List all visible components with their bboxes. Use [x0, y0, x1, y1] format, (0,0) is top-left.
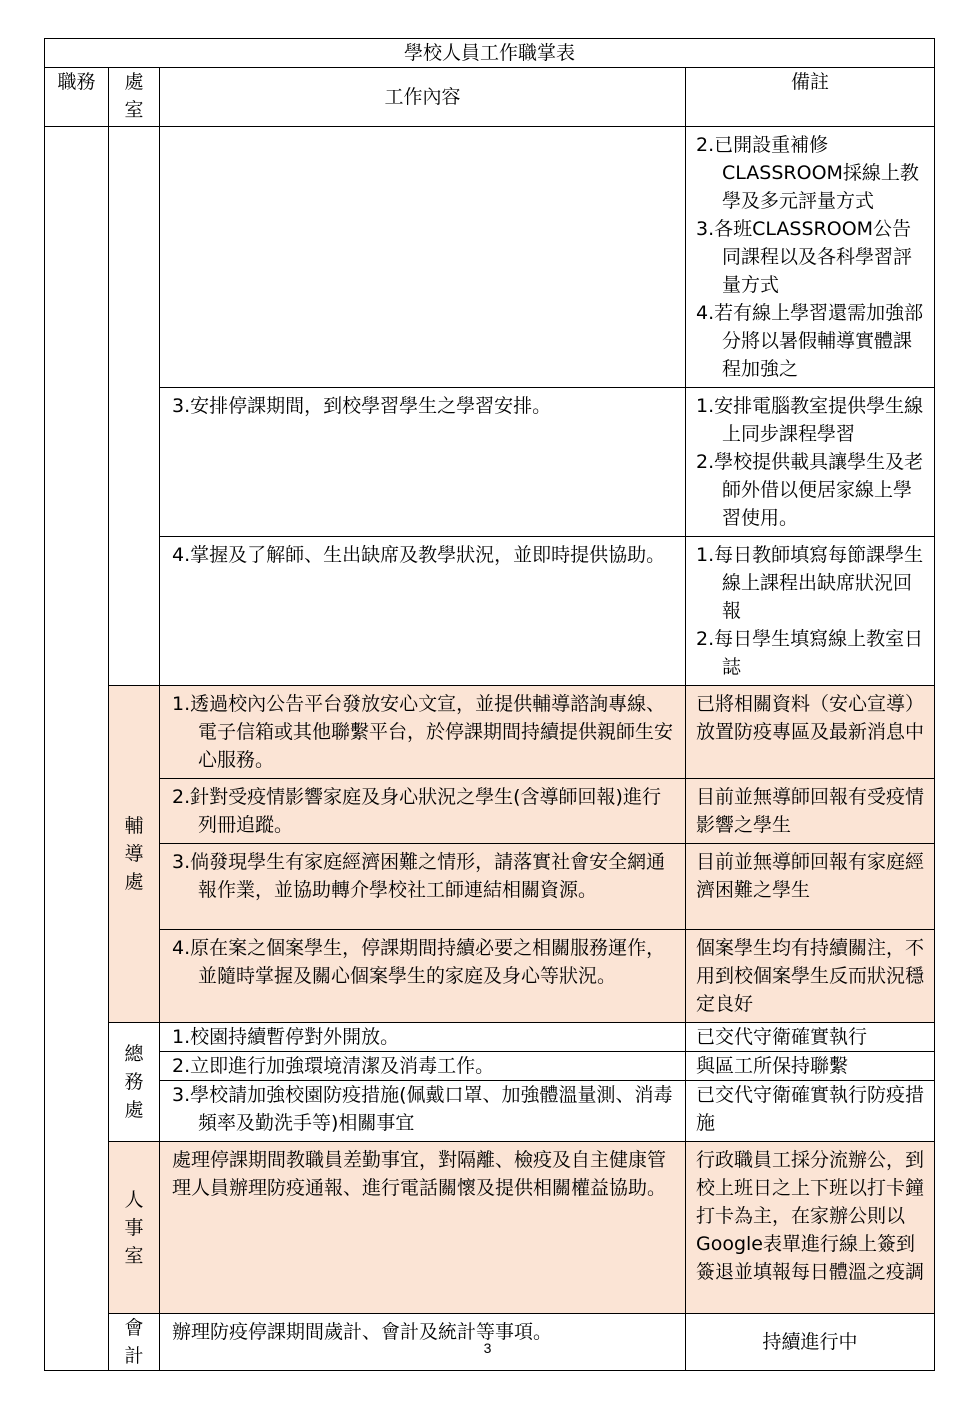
note-cell: 行政職員工採分流辦公，到校上班日之上下班以打卡鐘打卡為主，在家辦公則以Google表單進行線上簽到簽退並填報每日體溫之疫調	[686, 1142, 935, 1314]
table-title: 學校人員工作職掌表	[45, 39, 935, 68]
content-cell	[160, 1052, 686, 1081]
list-item: 2.每日學生填寫線上教室日誌	[696, 628, 924, 678]
note-cell: 持續進行中	[686, 1314, 935, 1371]
table-row	[45, 844, 935, 930]
list-item: 2.針對受疫情影響家庭及身心狀況之學生(含導師回報)進行列冊追蹤。	[172, 786, 661, 836]
list-item: 1.校園持續暫停對外開放。	[172, 1026, 400, 1048]
note-cell	[686, 388, 935, 537]
office-counseling: 輔導處	[109, 686, 160, 1023]
content-cell	[160, 844, 686, 930]
note-cell: 已交代守衛確實執行防疫措施	[686, 1081, 935, 1142]
table-row	[45, 930, 935, 1023]
table-row	[45, 779, 935, 844]
note-cell: 與區工所保持聯繫	[686, 1052, 935, 1081]
table-row	[45, 1023, 935, 1052]
header-content: 工作內容	[160, 68, 686, 127]
note-cell: 目前並無導師回報有受疫情影響之學生	[686, 779, 935, 844]
page-number: 3	[483, 1340, 492, 1356]
content-cell	[160, 127, 686, 388]
duty-table	[44, 38, 935, 1371]
table-row	[45, 1142, 935, 1314]
header-role: 職務	[45, 68, 109, 127]
list-item: 2.學校提供載具讓學生及老師外借以便居家線上學習使用。	[696, 451, 924, 529]
office-cell	[109, 127, 160, 686]
note-cell: 已將相關資料（安心宣導）放置防疫專區及最新消息中	[686, 686, 935, 779]
table-row	[45, 127, 935, 388]
office-general: 總務處	[109, 1023, 160, 1142]
content-cell: 處理停課期間教職員差勤事宜，對隔離、檢疫及自主健康管理人員辦理防疫通報、進行電話關懷及提供相關權益協助。	[160, 1142, 686, 1314]
note-cell	[686, 127, 935, 388]
list-item: 4.原在案之個案學生，停課期間持續必要之相關服務運作，並隨時掌握及關心個案學生的家庭及身心等狀況。	[172, 937, 666, 987]
header-note: 備註	[686, 68, 935, 127]
list-item: 1.安排電腦教室提供學生線上同步課程學習	[696, 395, 924, 445]
note-cell: 個案學生均有持續關注，不用到校個案學生反而狀況穩定良好	[686, 930, 935, 1023]
list-item: 3.倘發現學生有家庭經濟困難之情形，請落實社會安全網通報作業，並協助轉介學校社工師連結相關資源。	[172, 851, 666, 901]
office-personnel: 人事室	[109, 1142, 160, 1314]
list-item: 3.各班CLASSROOM公告同課程以及各科學習評量方式	[696, 218, 913, 296]
table-row	[45, 1052, 935, 1081]
table-row	[45, 388, 935, 537]
content-cell	[160, 686, 686, 779]
content-cell	[160, 930, 686, 1023]
table-row	[45, 537, 935, 686]
note-cell: 已交代守衛確實執行	[686, 1023, 935, 1052]
header-office: 處室	[109, 68, 160, 127]
note-cell	[686, 537, 935, 686]
content-cell	[160, 1023, 686, 1052]
role-cell	[45, 127, 109, 1371]
list-item: 3.安排停課期間，到校學習學生之學習安排。	[172, 395, 552, 417]
table-row	[45, 686, 935, 779]
list-item: 2.已開設重補修CLASSROOM採線上教學及多元評量方式	[696, 134, 919, 212]
content-cell	[160, 537, 686, 686]
list-item: 2.立即進行加強環境清潔及消毒工作。	[172, 1055, 495, 1077]
content-cell	[160, 388, 686, 537]
content-cell	[160, 779, 686, 844]
list-item: 4.掌握及了解師、生出缺席及教學狀況，並即時提供協助。	[172, 544, 666, 566]
table-row	[45, 1081, 935, 1142]
content-cell: 辦理防疫停課期間歲計、會計及統計等事項。	[160, 1314, 686, 1371]
note-cell: 目前並無導師回報有家庭經濟困難之學生	[686, 844, 935, 930]
list-item: 1.透過校內公告平台發放安心文宣，並提供輔導諮詢專線、電子信箱或其他聯繫平台，於停課期間持續提供親師生安心服務。	[172, 693, 674, 771]
list-item: 4.若有線上學習還需加強部分將以暑假輔導實體課程加強之	[696, 302, 924, 380]
content-cell	[160, 1081, 686, 1142]
office-accounting: 會計	[109, 1314, 160, 1371]
list-item: 1.每日教師填寫每節課學生線上課程出缺席狀況回報	[696, 544, 924, 622]
list-item: 3.學校請加強校園防疫措施(佩戴口罩、加強體溫量測、消毒頻率及勤洗手等)相關事宜	[172, 1084, 673, 1134]
